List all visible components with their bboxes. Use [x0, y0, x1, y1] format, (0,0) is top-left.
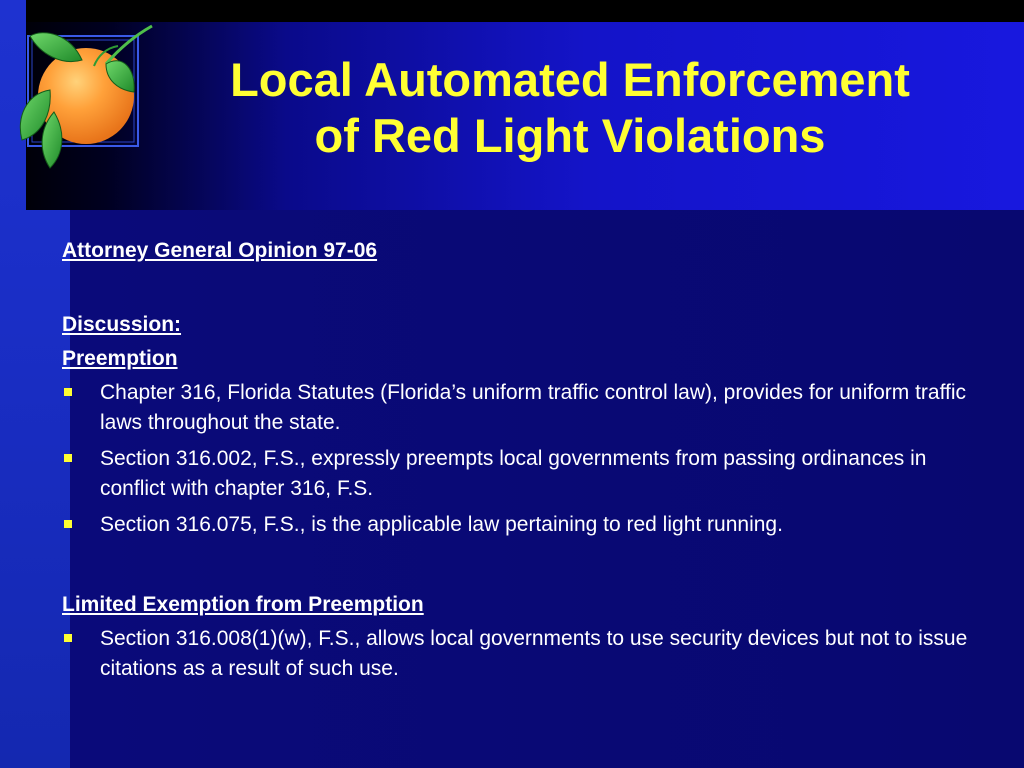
square-bullet-icon — [64, 634, 72, 642]
slide-title — [150, 52, 990, 164]
bullet-item — [62, 624, 982, 684]
opinion-heading: Attorney General Opinion 97-06 — [62, 239, 378, 262]
exemption-heading: Limited Exemption from Preemption — [62, 593, 424, 616]
bullet-text: Section 316.008(1)(w), F.S., allows local governments to use security devices but not to issue citations as a result of such use. — [100, 627, 968, 680]
bullet-item — [62, 510, 982, 540]
slide-title-line-1: Local Automated Enforcement — [230, 53, 910, 106]
header-top-strip — [26, 0, 1024, 22]
spacer — [62, 546, 982, 590]
bullet-text: Chapter 316, Florida Statutes (Florida’s uniform traffic control law), provides for uniform traffic laws throughout the state. — [100, 381, 967, 434]
preemption-heading: Preemption — [62, 347, 178, 370]
slide-body — [62, 236, 982, 690]
slide-title-line-2: of Red Light Violations — [314, 109, 826, 162]
discussion-heading: Discussion: — [62, 313, 182, 336]
bullet-item — [62, 378, 982, 438]
square-bullet-icon — [64, 388, 72, 396]
orange-with-leaves-icon — [10, 20, 160, 170]
spacer — [62, 266, 982, 310]
bullet-item — [62, 444, 982, 504]
square-bullet-icon — [64, 454, 72, 462]
bullet-text: Section 316.002, F.S., expressly preempts local governments from passing ordinances in conflict with chapter 316, F.S. — [100, 447, 927, 500]
bullet-text: Section 316.075, F.S., is the applicable law pertaining to red light running. — [100, 513, 783, 536]
square-bullet-icon — [64, 520, 72, 528]
